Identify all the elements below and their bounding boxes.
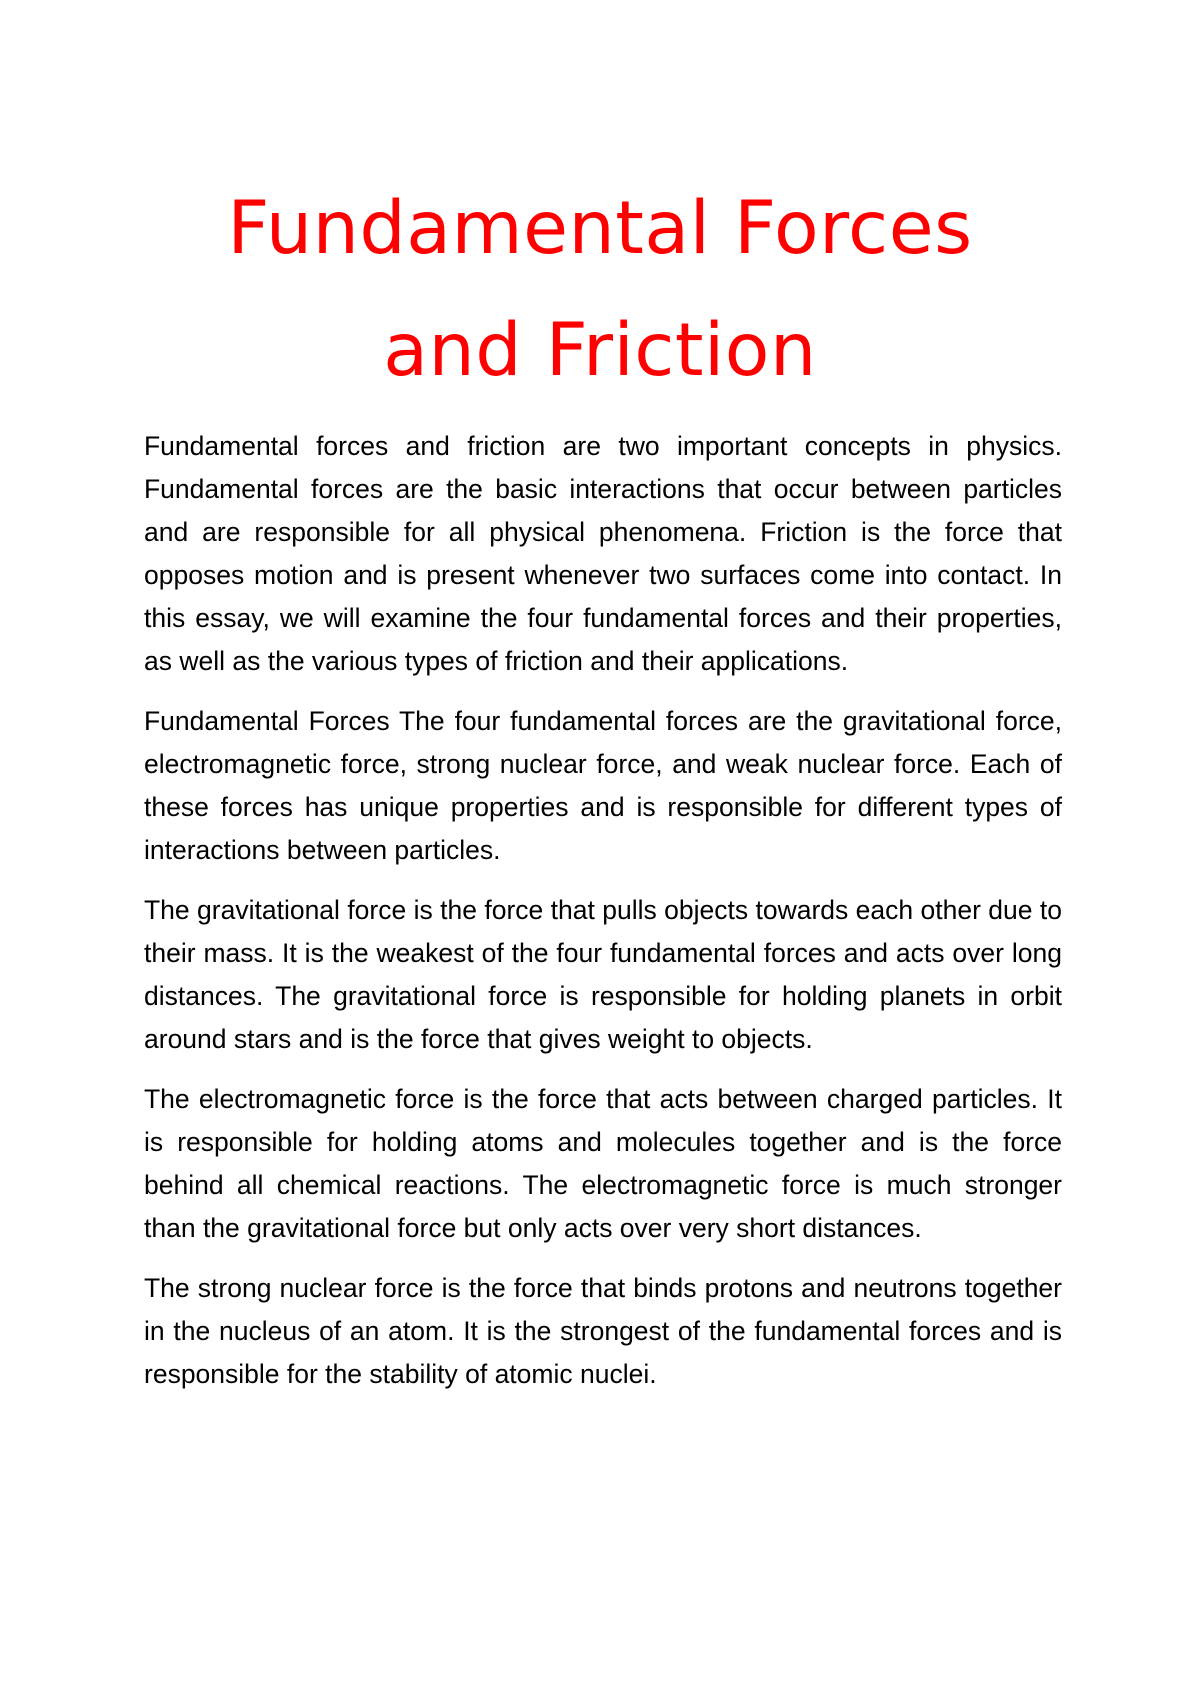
paragraph-strong-nuclear-force: The strong nuclear force is the force that binds protons and neutrons together in the nucleus of an atom. It is the strongest of the fundamental forces and is responsible for the stability of atomic nuclei. xyxy=(144,1273,1062,1389)
document-title xyxy=(144,168,1056,412)
paragraph-intro: Fundamental forces and friction are two important concepts in physics. Fundamental forces are the basic interactions that occur between particles and are responsible for all physical phenomena. Friction is the force that opposes motion and is present whenever two surfaces come into contact. In this essay, we will examine the four fundamental forces and their properties, as well as the various types of friction and their applications. xyxy=(144,431,1062,676)
title-line-2: and Friction xyxy=(383,308,817,393)
paragraph-fundamental-forces: Fundamental Forces The four fundamental forces are the gravitational force, electromagnetic force, strong nuclear force, and weak nuclear force. Each of these forces has unique properties and is responsible for different types of interactions between particles. xyxy=(144,706,1062,865)
title-line-1: Fundamental Forces xyxy=(227,186,973,271)
paragraph-electromagnetic-force: The electromagnetic force is the force that acts between charged particles. It is responsible for holding atoms and molecules together and is the force behind all chemical reactions. The electromagnetic force is much stronger than the gravitational force but only acts over very short distances. xyxy=(144,1084,1062,1243)
document-body xyxy=(144,425,1062,1413)
paragraph-gravitational-force: The gravitational force is the force that pulls objects towards each other due to their mass. It is the weakest of the four fundamental forces and acts over long distances. The gravitational force is responsible for holding planets in orbit around stars and is the force that gives weight to objects. xyxy=(144,895,1062,1054)
